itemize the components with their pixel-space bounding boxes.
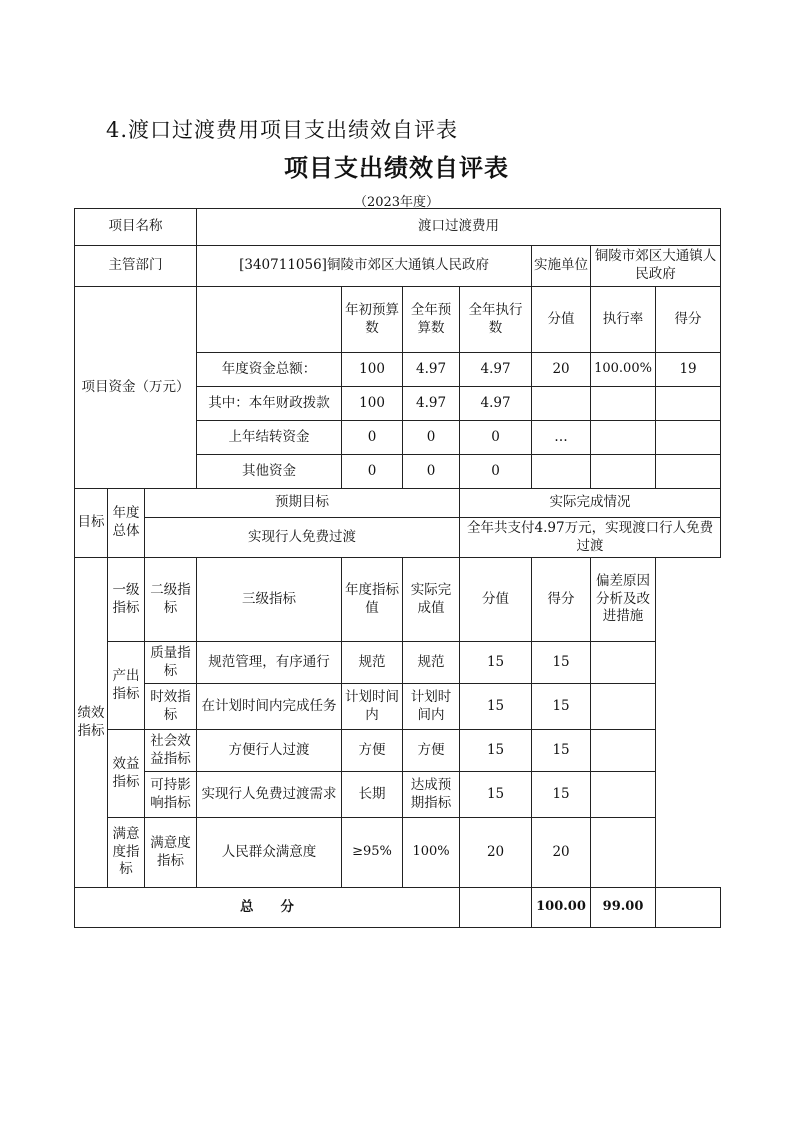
- funds-row-executed: 0: [460, 421, 532, 455]
- funds-row-rate: [591, 421, 656, 455]
- header-actual: 实际完成值: [403, 558, 460, 642]
- header-initial-budget: 年初预算数: [342, 287, 403, 353]
- indicator-reason: [591, 772, 656, 818]
- indicator-level2: 质量指标: [145, 642, 197, 684]
- indicator-actual: 达成预期指标: [403, 772, 460, 818]
- actual-goal: 全年共支付4.97万元，实现渡口行人免费过渡: [460, 518, 721, 558]
- indicator-level3: 方便行人过渡: [197, 730, 342, 772]
- indicator-actual: 方便: [403, 730, 460, 772]
- indicator-reason: [591, 730, 656, 772]
- funds-row-score: 19: [656, 353, 721, 387]
- indicator-row: [75, 684, 721, 730]
- funds-row-executed: 4.97: [460, 353, 532, 387]
- row-indicators-header: [75, 558, 721, 642]
- header-annual-budget: 全年预算数: [403, 287, 460, 353]
- indicator-score: 15: [532, 642, 591, 684]
- expected-goal: 实现行人免费过渡: [145, 518, 460, 558]
- indicator-level2: 可持影响指标: [145, 772, 197, 818]
- indicator-row: [75, 642, 721, 684]
- page-title: 项目支出绩效自评表: [284, 154, 509, 182]
- indicator-actual: 100%: [403, 818, 460, 888]
- header-ind-score: 得分: [532, 558, 591, 642]
- funds-row-annual: 4.97: [403, 387, 460, 421]
- row-total: [75, 888, 721, 928]
- total-value: 100.00: [532, 888, 591, 928]
- indicator-value: 20: [460, 818, 532, 888]
- funds-row-annual: 0: [403, 455, 460, 489]
- indicator-value: 15: [460, 642, 532, 684]
- funds-row-score: [656, 421, 721, 455]
- indicator-reason: [591, 818, 656, 888]
- row-goals-content: [75, 518, 721, 558]
- funds-row-annual: 4.97: [403, 353, 460, 387]
- funds-row-name: 其他资金: [197, 455, 342, 489]
- funds-row-name: 年度资金总额：: [197, 353, 342, 387]
- funds-row-initial: 100: [342, 387, 403, 421]
- funds-row-value: [532, 387, 591, 421]
- evaluation-table: [74, 208, 721, 928]
- total-score: 99.00: [591, 888, 656, 928]
- indicator-level3: 在计划时间内完成任务: [197, 684, 342, 730]
- project-name-label: 项目名称: [75, 209, 197, 246]
- indicator-level3: 实现行人免费过渡需求: [197, 772, 342, 818]
- funds-row-initial: 0: [342, 455, 403, 489]
- funds-row-score: [656, 455, 721, 489]
- benefit-label: 效益指标: [108, 730, 145, 818]
- indicator-level2: 时效指标: [145, 684, 197, 730]
- row-department: [75, 246, 721, 287]
- row-funds-header: [75, 287, 721, 353]
- funds-row-score: [656, 387, 721, 421]
- header-reason: 偏差原因分析及改进措施: [591, 558, 656, 642]
- dept-label: 主管部门: [75, 246, 197, 287]
- indicator-target: 方便: [342, 730, 403, 772]
- satisfaction-label: 满意度指标: [108, 818, 145, 888]
- header-target: 年度指标值: [342, 558, 403, 642]
- project-name-value: 渡口过渡费用: [197, 209, 721, 246]
- row-project-name: [75, 209, 721, 246]
- header-level2: 二级指标: [145, 558, 197, 642]
- goals-label-overall: 总体: [112, 523, 140, 539]
- header-exec-rate: 执行率: [591, 287, 656, 353]
- header-value: 分值: [460, 558, 532, 642]
- indicator-value: 15: [460, 684, 532, 730]
- header-score-value: 分值: [532, 287, 591, 353]
- goals-label-year: 年度: [112, 505, 140, 522]
- header-executed: 全年执行数: [460, 287, 532, 353]
- indicator-target: 计划时间内: [342, 684, 403, 730]
- header-score: 得分: [656, 287, 721, 353]
- funds-row-initial: 0: [342, 421, 403, 455]
- funds-row-annual: 0: [403, 421, 460, 455]
- funds-row-rate: [591, 387, 656, 421]
- funds-row-value: [532, 455, 591, 489]
- funds-header-blank: [197, 287, 342, 353]
- indicator-level2: 社会效益指标: [145, 730, 197, 772]
- header-level1: 一级指标: [108, 558, 145, 642]
- report-year: （2023年度）: [353, 195, 440, 210]
- indicator-row: [75, 730, 721, 772]
- expected-goal-header: 预期目标: [145, 489, 460, 518]
- funds-row-value: 20: [532, 353, 591, 387]
- indicator-level2: 满意度指标: [145, 818, 197, 888]
- impl-unit-value: 铜陵市郊区大通镇人民政府: [591, 246, 721, 287]
- funds-row-rate: 100.00%: [591, 353, 656, 387]
- indicator-row: [75, 818, 721, 888]
- indicator-target: ≥95%: [342, 818, 403, 888]
- total-reason: [656, 888, 721, 928]
- row-goals-header: [75, 489, 721, 518]
- header-level3: 三级指标: [197, 558, 342, 642]
- funds-row-rate: [591, 455, 656, 489]
- impl-unit-label: 实施单位: [532, 246, 591, 287]
- funds-row-initial: 100: [342, 353, 403, 387]
- indicator-score: 15: [532, 730, 591, 772]
- goals-label-target: 目标: [75, 489, 108, 558]
- indicator-actual: 计划时间内: [403, 684, 460, 730]
- indicator-score: 15: [532, 772, 591, 818]
- indicator-target: 规范: [342, 642, 403, 684]
- indicator-actual: 规范: [403, 642, 460, 684]
- funds-row-name: 其中：本年财政拨款: [197, 387, 342, 421]
- actual-goal-header: 实际完成情况: [460, 489, 721, 518]
- funds-row-executed: 0: [460, 455, 532, 489]
- indicator-level3: 规范管理，有序通行: [197, 642, 342, 684]
- funds-row-name: 上年结转资金: [197, 421, 342, 455]
- indicator-value: 15: [460, 772, 532, 818]
- funds-label: 项目资金（万元）: [75, 287, 197, 489]
- funds-row-value: …: [532, 421, 591, 455]
- indicator-score: 20: [532, 818, 591, 888]
- indicator-reason: [591, 684, 656, 730]
- indicator-target: 长期: [342, 772, 403, 818]
- indicator-level3: 人民群众满意度: [197, 818, 342, 888]
- funds-row-executed: 4.97: [460, 387, 532, 421]
- output-label: 产出指标: [108, 642, 145, 730]
- goals-label-annual: [108, 489, 145, 558]
- total-blank: [460, 888, 532, 928]
- section-heading: 4.渡口过渡费用项目支出绩效自评表: [106, 118, 459, 142]
- indicator-value: 15: [460, 730, 532, 772]
- indicators-label: 绩效指标: [75, 558, 108, 888]
- indicator-score: 15: [532, 684, 591, 730]
- indicator-reason: [591, 642, 656, 684]
- indicator-row: [75, 772, 721, 818]
- total-label: 总 分: [75, 888, 460, 928]
- dept-value: [340711056]铜陵市郊区大通镇人民政府: [197, 246, 532, 287]
